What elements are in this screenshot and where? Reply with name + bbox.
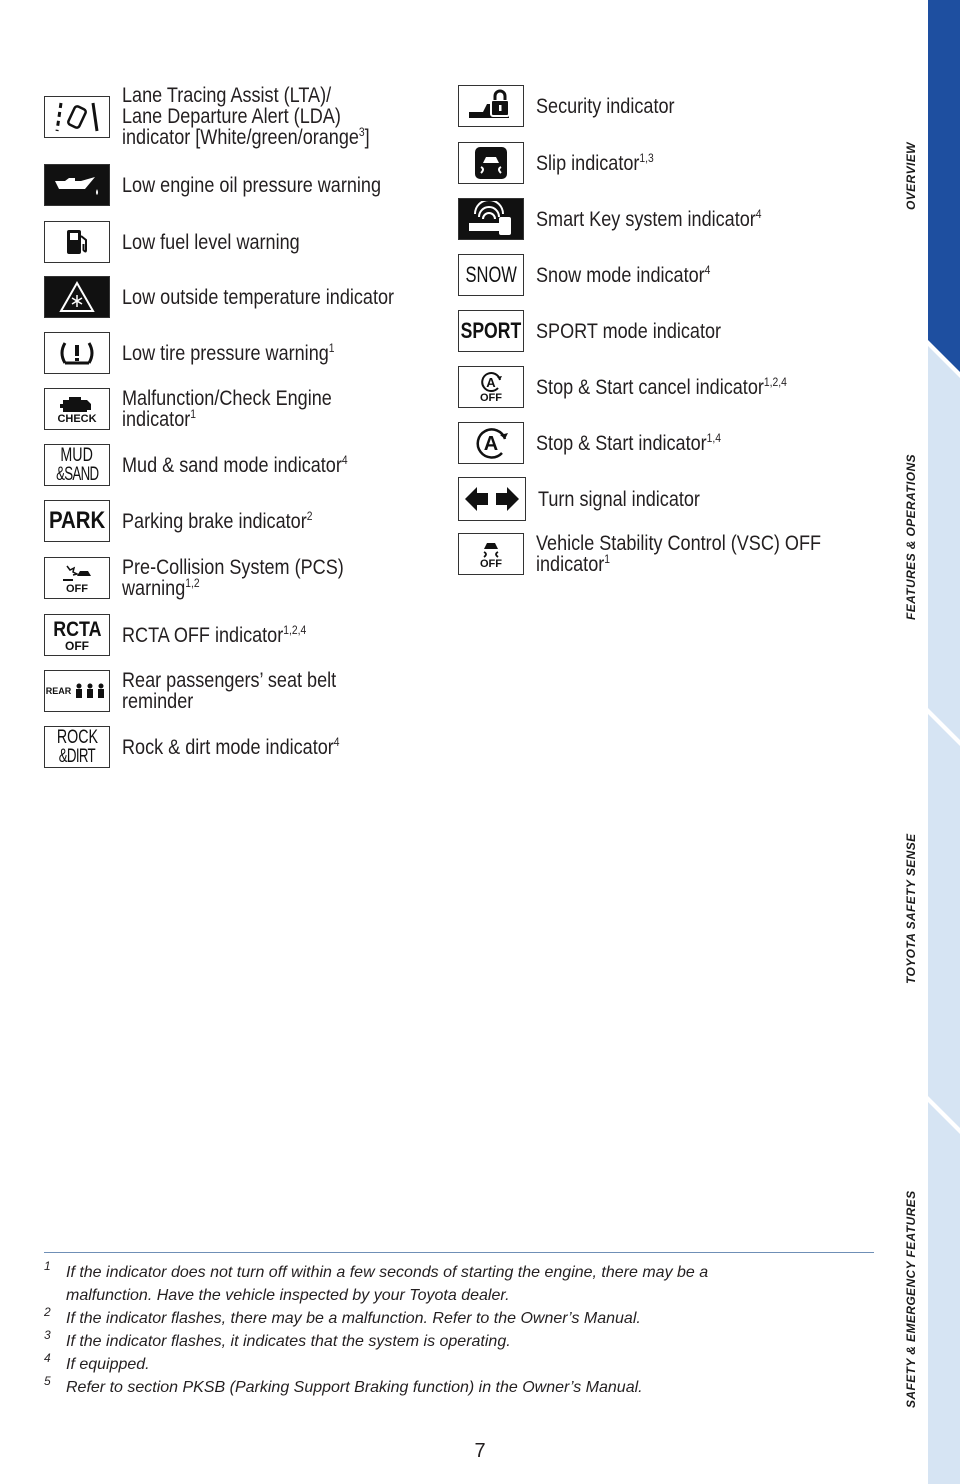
item-turn-signal bbox=[458, 477, 726, 521]
turn-signal-icon bbox=[458, 477, 526, 521]
item-label: Lane Tracing Assist (LTA)/ Lane Departure Alert (LDA) indicator [White/green/orange$^3$] bbox=[122, 84, 370, 149]
svg-text:A: A bbox=[486, 374, 496, 390]
item-label: Pre-Collision System (PCS) warning$^{1,2}$ bbox=[122, 556, 344, 600]
item-parking-brake bbox=[44, 500, 343, 542]
item-vsc-off bbox=[458, 533, 867, 575]
item-snow-mode bbox=[458, 254, 739, 296]
footnote: 4 If equipped. bbox=[44, 1351, 150, 1373]
tab-overview bbox=[928, 0, 960, 372]
page-number: 7 bbox=[474, 1440, 486, 1462]
item-slip bbox=[458, 142, 673, 184]
footnote: 5 Refer to section PKSB (Parking Support Braking function) in the Owner’s Manual. bbox=[44, 1374, 643, 1396]
item-mud-sand bbox=[44, 444, 384, 486]
item-label: SPORT mode indicator bbox=[536, 319, 722, 343]
item-rock-dirt bbox=[44, 726, 375, 768]
item-label: Malfunction/Check Engine indicator$^1$ bbox=[122, 387, 332, 431]
lane-tracing-icon bbox=[44, 96, 110, 138]
snow-mode-icon: SNOW bbox=[458, 254, 524, 296]
footnote: 3 If the indicator flashes, it indicates that the system is operating. bbox=[44, 1328, 511, 1350]
footnotes bbox=[44, 1252, 874, 1399]
item-label: Security indicator bbox=[536, 94, 675, 118]
tab-toyota-safety-sense bbox=[928, 714, 960, 1128]
item-security bbox=[458, 85, 697, 127]
slip-icon bbox=[458, 142, 524, 184]
svg-text:A: A bbox=[483, 433, 499, 455]
footnote: 2 If the indicator flashes, there may be a malfunction. Refer to the Owner’s Manual. bbox=[44, 1305, 641, 1327]
footnote: 1 If the indicator does not turn off within a few seconds of starting the engine, there may be a malfunction. Have the vehicle inspected by your Toyota dealer. bbox=[44, 1259, 709, 1304]
pre-collision-off-icon: OFF bbox=[44, 557, 110, 599]
item-label: Low engine oil pressure warning bbox=[122, 173, 382, 197]
item-label: Low outside temperature indicator bbox=[122, 285, 395, 309]
oil-can-icon bbox=[44, 164, 110, 206]
item-label: Slip indicator$^{1,3}$ bbox=[536, 150, 654, 175]
item-oil-pressure bbox=[44, 164, 423, 206]
rear-seatbelt-icon: REAR bbox=[44, 670, 110, 712]
item-label: Mud & sand mode indicator$^4$ bbox=[122, 452, 348, 477]
item-label: Stop & Start cancel indicator$^{1,2,4}$ bbox=[536, 374, 787, 399]
item-rcta bbox=[44, 614, 336, 656]
item-label: Smart Key system indicator$^4$ bbox=[536, 206, 762, 231]
sport-mode-icon: SPORT bbox=[458, 310, 524, 352]
item-label: RCTA OFF indicator$^{1,2,4}$ bbox=[122, 622, 307, 647]
rock-dirt-icon: ROCK &DIRT bbox=[44, 726, 110, 768]
rcta-off-icon: RCTA OFF bbox=[44, 614, 110, 656]
section-sidebar bbox=[928, 0, 960, 1484]
item-sport-mode bbox=[458, 310, 751, 352]
item-label: Low fuel level warning bbox=[122, 230, 300, 254]
item-label: Turn signal indicator bbox=[538, 487, 700, 511]
snowflake-warning-icon bbox=[44, 276, 110, 318]
item-rear-seatbelt bbox=[44, 670, 371, 712]
fuel-pump-icon bbox=[44, 221, 110, 263]
mud-sand-icon: MUD &SAND bbox=[44, 444, 110, 486]
item-label: Stop & Start indicator$^{1,4}$ bbox=[536, 430, 722, 455]
item-label: Snow mode indicator$^4$ bbox=[536, 262, 711, 287]
stop-start-icon bbox=[458, 422, 524, 464]
item-label: Rock & dirt mode indicator$^4$ bbox=[122, 734, 340, 759]
vsc-off-icon: OFF bbox=[458, 533, 524, 575]
tab-safety-emergency bbox=[928, 1102, 960, 1484]
item-smart-key bbox=[458, 198, 798, 240]
stop-start-off-icon: A OFF bbox=[458, 366, 524, 408]
item-tire-pressure bbox=[44, 332, 369, 374]
item-stop-start bbox=[458, 422, 751, 464]
smart-key-icon bbox=[458, 198, 524, 240]
item-label: Vehicle Stability Control (VSC) OFF indicator$^1$ bbox=[536, 532, 822, 576]
item-stop-start-cancel bbox=[458, 366, 828, 408]
item-label: Low tire pressure warning$^1$ bbox=[122, 340, 335, 365]
tab-features-operations bbox=[928, 346, 960, 740]
park-icon: PARK bbox=[44, 500, 110, 542]
security-lock-icon bbox=[458, 85, 524, 127]
item-check-engine bbox=[44, 388, 366, 430]
tire-pressure-icon bbox=[44, 332, 110, 374]
item-pcs bbox=[44, 557, 380, 599]
item-low-temp bbox=[44, 276, 438, 318]
item-label: Parking brake indicator$^2$ bbox=[122, 508, 313, 533]
item-low-fuel bbox=[44, 221, 329, 263]
item-label: Rear passengers’ seat belt reminder bbox=[122, 669, 337, 713]
item-lane-tracing bbox=[44, 85, 410, 148]
check-engine-icon: CHECK bbox=[44, 388, 110, 430]
